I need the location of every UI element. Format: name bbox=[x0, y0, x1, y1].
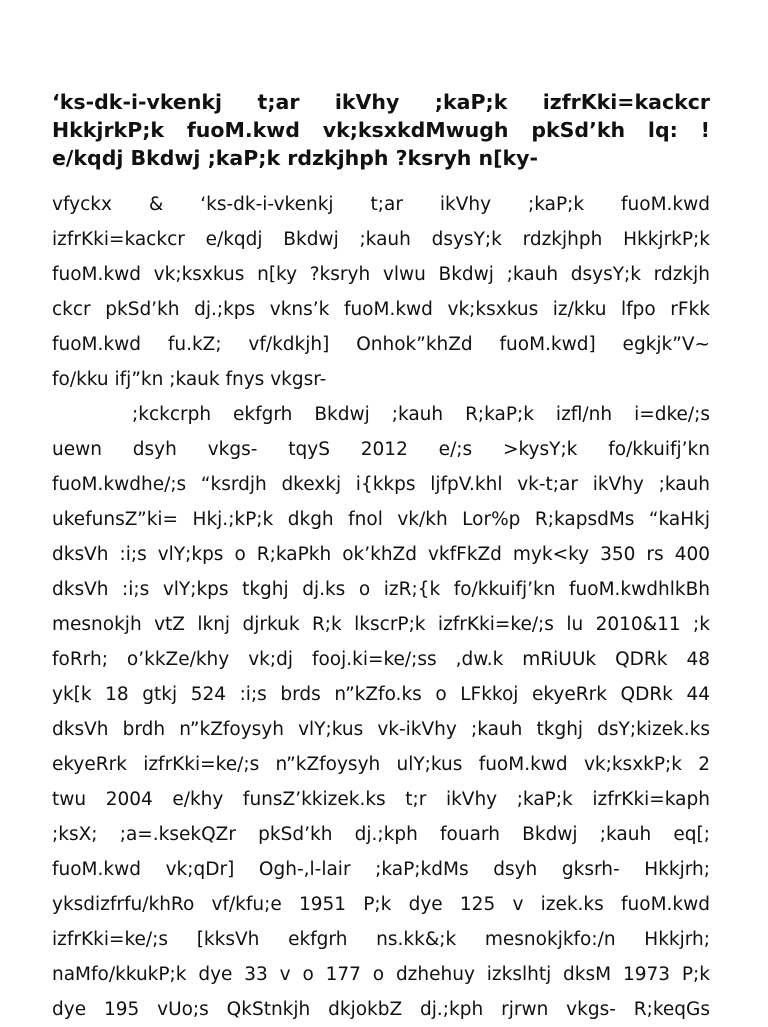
text-line: dye 195 vUo;s QkStnkjh dkjokbZ dj.;kph rjrwn vkgs- R;keqGs bbox=[52, 999, 710, 1020]
paragraph-2 bbox=[52, 397, 710, 1027]
text-line: ckcr pkSd’kh dj.;kps vkns’k fuoM.kwd vk;ksxkus iz/kku lfpo rFkk bbox=[52, 299, 710, 320]
text-line: ;ksX; ;a=.ksekQZr pkSd’kh dj.;kph fouarh Bkdwj ;kauh eq[; bbox=[52, 824, 710, 845]
text-line: dksVh brdh n”kZfoysyh vlY;kus vk-ikVhy ;kauh tkghj dsY;kizek.ks bbox=[52, 719, 710, 740]
text-line: twu 2004 e/khy funsZ’kkizek.ks t;r ikVhy ;kaP;k izfrKki=kaph bbox=[52, 789, 710, 810]
text-line: naMfo/kkukP;k dye 33 v o 177 o dzhehuy izkslhtj dksM 1973 P;k bbox=[52, 964, 710, 985]
text-line: fuoM.kwd fu.kZ; vf/kdkjh] Onhok”khZd fuoM.kwd] egkjk”V~ bbox=[52, 334, 710, 355]
text-line: fuoM.kwd vk;qDr] Ogh-,l-lair ;kaP;kdMs dsyh gksrh- Hkkjrh; bbox=[52, 859, 710, 880]
text-line: dksVh :i;s vlY;kps o R;kaPkh ok’khZd vkfFkZd myk<ky 350 rs 400 bbox=[52, 544, 710, 565]
text-line: vfyckx & ‘ks-dk-i-vkenkj t;ar ikVhy ;kaP;k fuoM.kwd bbox=[52, 194, 710, 215]
document-title bbox=[52, 88, 710, 172]
text-line: fuoM.kwdhe/;s “ksrdjh dkexkj i{kkps ljfpV.khl vk-t;ar ikVhy ;kauh bbox=[52, 474, 710, 495]
text-line: fo/kku ifj”kn ;kauk fnys vkgsr- bbox=[52, 369, 327, 390]
text-line: izfrKki=ke/;s [kksVh ekfgrh ns.kk&;k mesnokjkfo:/n Hkkjrh; bbox=[52, 929, 710, 950]
paragraph-1 bbox=[52, 187, 710, 397]
title-line: ‘ks-dk-i-vkenkj t;ar ikVhy ;kaP;k izfrKki=kackcr bbox=[52, 90, 710, 114]
text-line: izfrKki=kackcr e/kqdj Bkdwj ;kauh dsysY;k rdzkjhph HkkjrkP;k bbox=[52, 229, 710, 250]
text-line: fuoM.kwd vk;ksxkus n[ky ?ksryh vlwu Bkdwj ;kauh dsysY;k rdzkjh bbox=[52, 264, 710, 285]
text-line: yksdizfrfu/khRo vf/kfu;e 1951 P;k dye 125 v izek.ks fuoM.kwd bbox=[52, 894, 710, 915]
text-line: mesnokjh vtZ lknj djrkuk R;k lkscrP;k izfrKki=ke/;s lu 2010&11 ;k bbox=[52, 614, 710, 635]
text-line: dksVh :i;s vlY;kps tkghj dj.ks o izR;{k fo/kkuifj’kn fuoM.kwdhlkBh bbox=[52, 579, 710, 600]
text-line: ekyeRrk izfrKki=ke/;s n”kZfoysyh ulY;kus fuoM.kwd vk;ksxkP;k 2 bbox=[52, 754, 710, 775]
title-line: e/kqdj Bkdwj ;kaP;k rdzkjhph ?ksryh n[ky- bbox=[52, 146, 539, 170]
text-line: ukefunsZ”ki= Hkj.;kP;k dkgh fnol vk/kh Lor%p R;kapsdMs “kaHkj bbox=[52, 509, 710, 530]
text-line: ;kckcrph ekfgrh Bkdwj ;kauh R;kaP;k izfl/nh i=dke/;s bbox=[132, 404, 710, 425]
text-line: yk[k 18 gtkj 524 :i;s brds n”kZfo.ks o LFkkoj ekyeRrk QDRk 44 bbox=[52, 684, 710, 705]
text-line: foRrh; o’kkZe/khy vk;dj fooj.ki=ke/;ss ,dw.k mRiUUk QDRk 48 bbox=[52, 649, 710, 670]
title-line: HkkjrkP;k fuoM.kwd vk;ksxkdMwugh pkSd’kh lq: ! bbox=[52, 118, 710, 142]
text-line: uewn dsyh vkgs- tqyS 2012 e/;s >kysY;k fo/kkuifj’kn bbox=[52, 439, 710, 460]
